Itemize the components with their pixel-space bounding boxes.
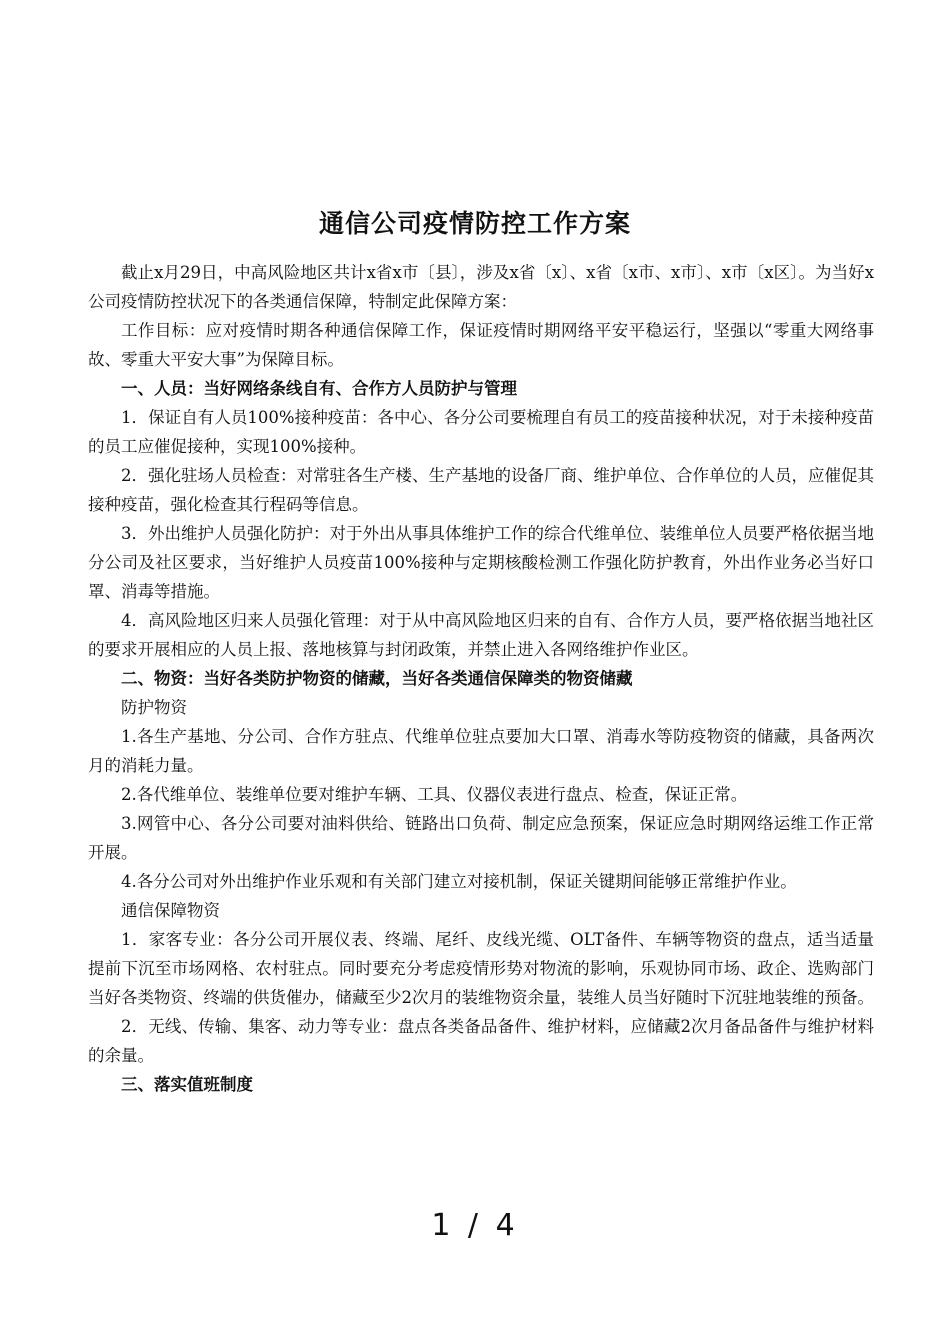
communication-item-1: 1．家客专业：各分公司开展仪表、终端、尾纤、皮线光缆、OLT备件、车辆等物资的盘点，适当适量提前下沉至市场网格、农村驻点。同时要充分考虑疫情形势对物流的影响，乐观协同市场、政企、选购部门当好各类物资、终端的供货催办，储藏至少2次月的装维物资余量，装维人员当好随时下沉驻地装维的预备。 (88, 930, 874, 1007)
section-heading-materials: 二、物资：当好各类防护物资的储藏，当好各类通信保障类的物资储藏 (121, 669, 633, 688)
section-heading-duty: 三、落实值班制度 (121, 1075, 253, 1094)
communication-item-2: 2．无线、传输、集客、动力等专业：盘点各类备品备件、维护材料，应储藏2次月备品备件与维护材料的余量。 (88, 1017, 874, 1065)
section-heading-personnel: 一、人员：当好网络条线自有、合作方人员防护与管理 (121, 379, 517, 398)
goal-paragraph: 工作目标：应对疫情时期各种通信保障工作，保证疫情时期网络平安平稳运行，坚强以“零重大网络事故、零重大平安大事”为保障目标。 (88, 321, 874, 369)
protective-item-3: 3.网管中心、各分公司要对油料供给、链路出口负荷、制定应急预案，保证应急时期网络运维工作正常开展。 (88, 814, 874, 862)
protective-item-1: 1.各生产基地、分公司、合作方驻点、代维单位驻点要加大口罩、消毒水等防疫物资的储藏，具备两次月的消耗力量。 (88, 727, 874, 775)
subheading-protective-materials: 防护物资 (121, 698, 187, 717)
document-body (88, 258, 874, 1099)
personnel-item-4: 4．高风险地区归来人员强化管理：对于从中高风险地区归来的自有、合作方人员，要严格依据当地社区的要求开展相应的人员上报、落地核算与封闭政策，并禁止进入各网络维护作业区。 (88, 611, 874, 659)
intro-paragraph: 截止x月29日，中高风险地区共计x省x市〔县〕，涉及x省〔x〕、x省〔x市、x市〕、x市〔x区〕。为当好x公司疫情防控状况下的各类通信保障，特制定此保障方案： (88, 263, 874, 311)
personnel-item-3: 3．外出维护人员强化防护：对于外出从事具体维护工作的综合代维单位、装维单位人员要严格依据当地分公司及社区要求，当好维护人员疫苗100%接种与定期核酸检测工作强化防护教育，外出作业务必当好口罩、消毒等措施。 (88, 524, 874, 601)
subheading-communication-materials: 通信保障物资 (121, 901, 220, 920)
personnel-item-1: 1．保证自有人员100%接种疫苗：各中心、各分公司要梳理自有员工的疫苗接种状况，对于未接种疫苗的员工应催促接种，实现100%接种。 (88, 408, 874, 456)
personnel-item-2: 2．强化驻场人员检查：对常驻各生产楼、生产基地的设备厂商、维护单位、合作单位的人员，应催促其接种疫苗，强化检查其行程码等信息。 (88, 466, 874, 514)
protective-item-4: 4.各分公司对外出维护作业乐观和有关部门建立对接机制，保证关键期间能够正常维护作业。 (121, 872, 797, 891)
page-indicator: 1 / 4 (431, 1208, 519, 1243)
document-title: 通信公司疫情防控工作方案 (318, 209, 631, 238)
protective-item-2: 2.各代维单位、装维单位要对维护车辆、工具、仪器仪表进行盘点、检查，保证正常。 (121, 785, 748, 804)
